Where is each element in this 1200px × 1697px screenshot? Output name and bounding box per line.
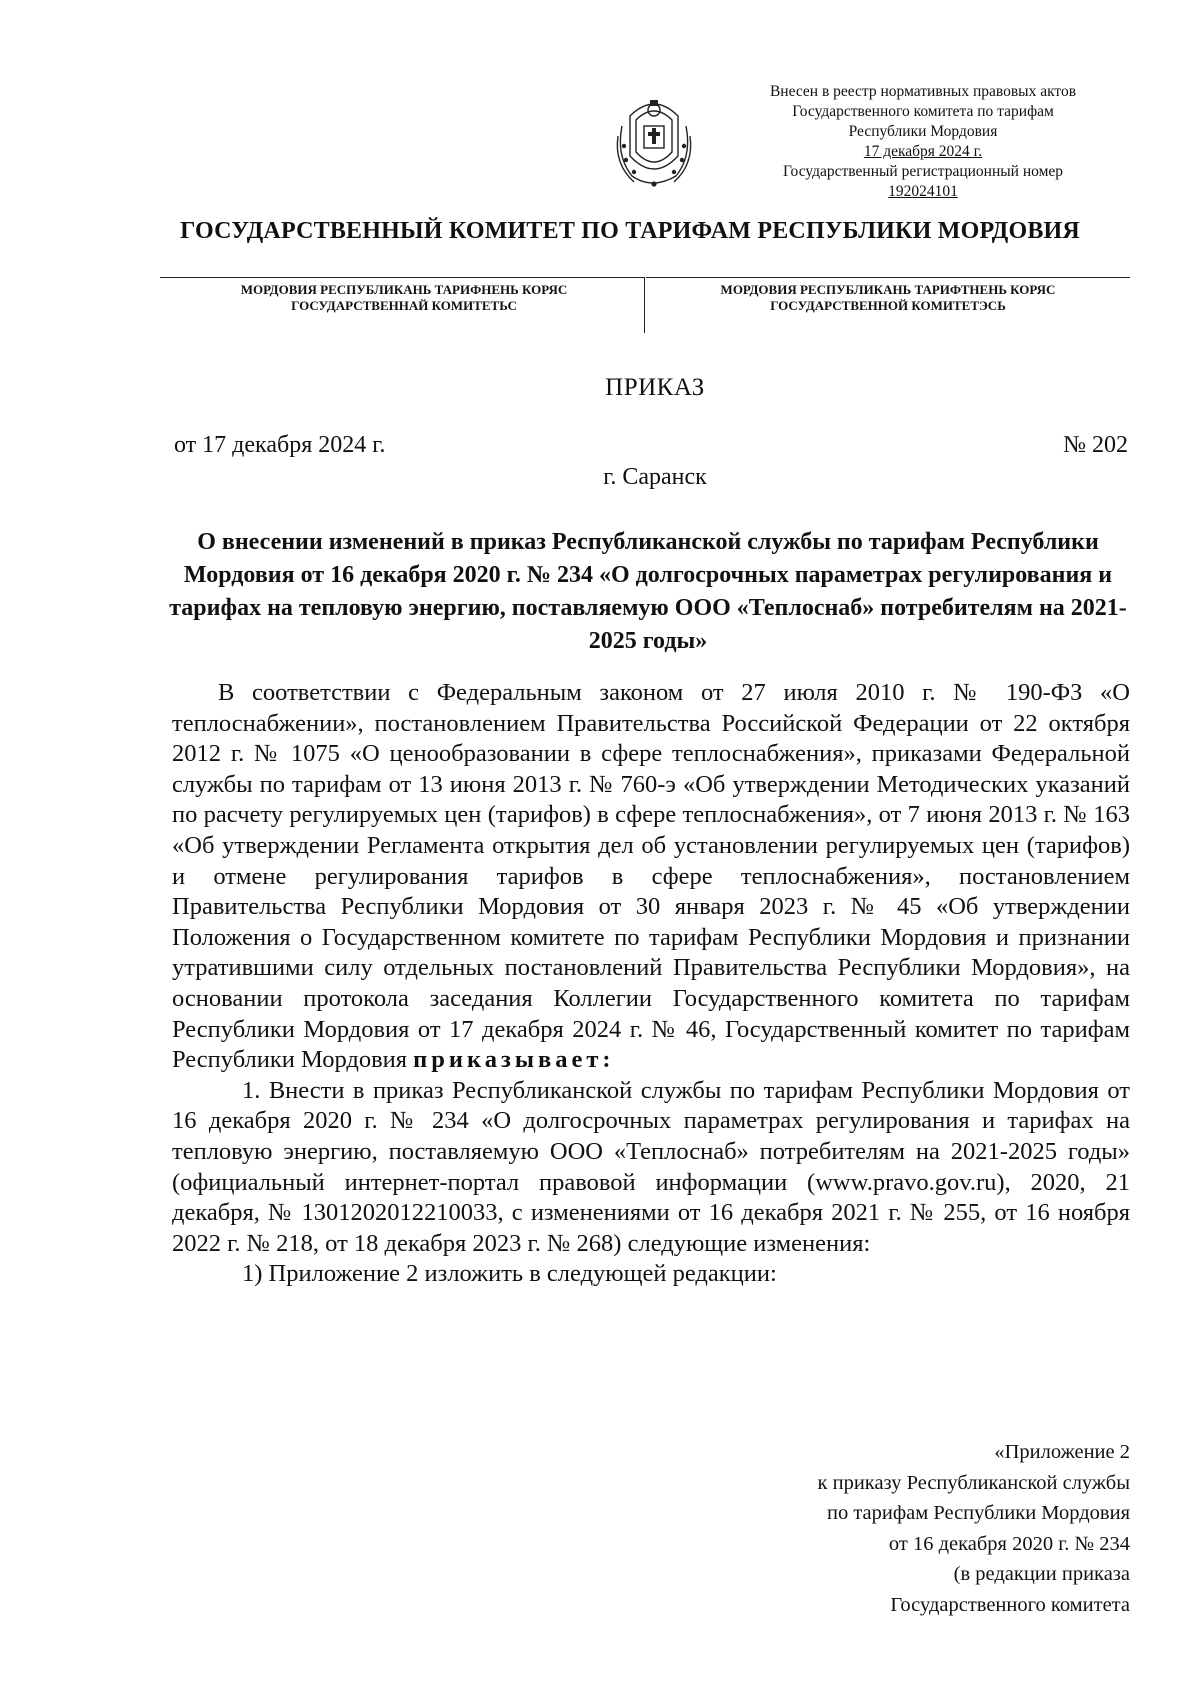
order-item-1-1: 1) Приложение 2 изложить в следующей редакции: (242, 1260, 777, 1288)
mordovian-name-left-line2: ГОСУДАРСТВЕННАЙ КОМИТЕТЬС (291, 298, 517, 313)
mordovian-name-right-line2: ГОСУДАРСТВЕННОЙ КОМИТЕТЭСЬ (770, 298, 1006, 313)
registry-number: 192024101 (888, 183, 958, 200)
registry-line: Республики Мордовия (848, 123, 998, 140)
appendix-line: от 16 декабря 2020 г. № 234 (888, 1532, 1130, 1555)
registry-stamp (722, 82, 1124, 202)
document-body (172, 678, 1130, 1290)
preamble-paragraph (172, 678, 1130, 1076)
mordovian-name-right (660, 282, 1116, 314)
preamble-text: В соответствии с Федеральным законом от 27 июля 2010 г. № 190-ФЗ «О теплоснабжении», постановлением Правительства Российской Федерации от 22 октября 2012 г. № 1075 «О ценообразовании в сфере теплоснабжения», приказами Федеральной службы по тарифам от 13 июня 2013 г. № 760-э «Об утверждении Методических указаний по расчету регулируемых цен (тарифов) в сфере теплоснабжения», от 7 июня 2013 г. № 163 «Об утверждении Регламента открытия дел об установлении регулируемых цен (тарифов) и отмене регулирования тарифов в сфере теплоснабжения», постановлением Правительства Республики Мордовия от 30 января 2023 г. № 45 «Об утверждении Положения о Государственном комитете по тарифам Республики Мордовия и признании утратившими силу отдельных постановлений Правительства Республики Мордовия», на основании протокола заседания Коллегии Государственного комитета по тарифам Республики Мордовия от 17 декабря 2024 г. № 46, Государственный комитет по тарифам Республики Мордовия (172, 679, 1130, 1074)
document-city: г. Саранск (603, 464, 707, 490)
registry-line: Внесен в реестр нормативных правовых актов (769, 83, 1077, 100)
appendix-caption (818, 1437, 1130, 1620)
registry-line: Государственный регистрационный номер (782, 163, 1064, 180)
registry-date: 17 декабря 2024 г. (863, 143, 983, 160)
appendix-line: «Приложение 2 (994, 1441, 1130, 1463)
document-subject: О внесении изменений в приказ Республиканской службы по тарифам Республики Мордовия от 16 декабря 2020 г. № 234 «О долгосрочных параметрах регулирования и тарифах на тепловую энергию, поставляемую ООО «Теплоснаб» потребителям на 2021-2025 годы» (169, 529, 1127, 654)
registry-line: Государственного комитета по тарифам (792, 103, 1054, 120)
document-number: № 202 (1063, 432, 1128, 458)
document-date: от 17 декабря 2024 г. (174, 432, 386, 458)
header-divider-left (160, 277, 644, 278)
mordovian-name-left (180, 282, 628, 314)
appendix-line: Государственного комитета (890, 1593, 1130, 1616)
order-item-1: 1. Внести в приказ Республиканской службы по тарифам Республики Мордовия от 16 декабря 2020 г. № 234 «О долгосрочных параметрах регулирования и тарифах на тепловую энергию, поставляемую ООО «Теплоснаб» потребителям на 2021-2025 годы» (официальный интернет-портал правовой информации (www.pravo.gov.ru), 2020, 21 декабря, № 1301202012210033, с изменениями от 16 декабря 2021 г. № 255, от 16 ноября 2022 г. № 218, от 18 декабря 2023 г. № 268) следующие изменения: (172, 1076, 1130, 1257)
orders-word: приказывает: (413, 1046, 615, 1074)
appendix-line: к приказу Республиканской службы (817, 1471, 1130, 1494)
header-divider-vertical (644, 277, 645, 333)
mordovian-name-left-line1: МОРДОВИЯ РЕСПУБЛИКАНЬ ТАРИФНЕНЬ КОРЯС (240, 282, 568, 297)
organization-title: ГОСУДАРСТВЕННЫЙ КОМИТЕТ ПО ТАРИФАМ РЕСПУБЛИКИ МОРДОВИЯ (180, 218, 1080, 244)
coat-of-arms-emblem (612, 86, 696, 194)
header-divider-right (646, 277, 1130, 278)
document-type: ПРИКАЗ (605, 374, 705, 401)
mordovian-name-right-line1: МОРДОВИЯ РЕСПУБЛИКАНЬ ТАРИФТНЕНЬ КОРЯС (720, 282, 1056, 297)
appendix-line: по тарифам Республики Мордовия (826, 1502, 1130, 1524)
appendix-line: (в редакции приказа (953, 1563, 1130, 1585)
